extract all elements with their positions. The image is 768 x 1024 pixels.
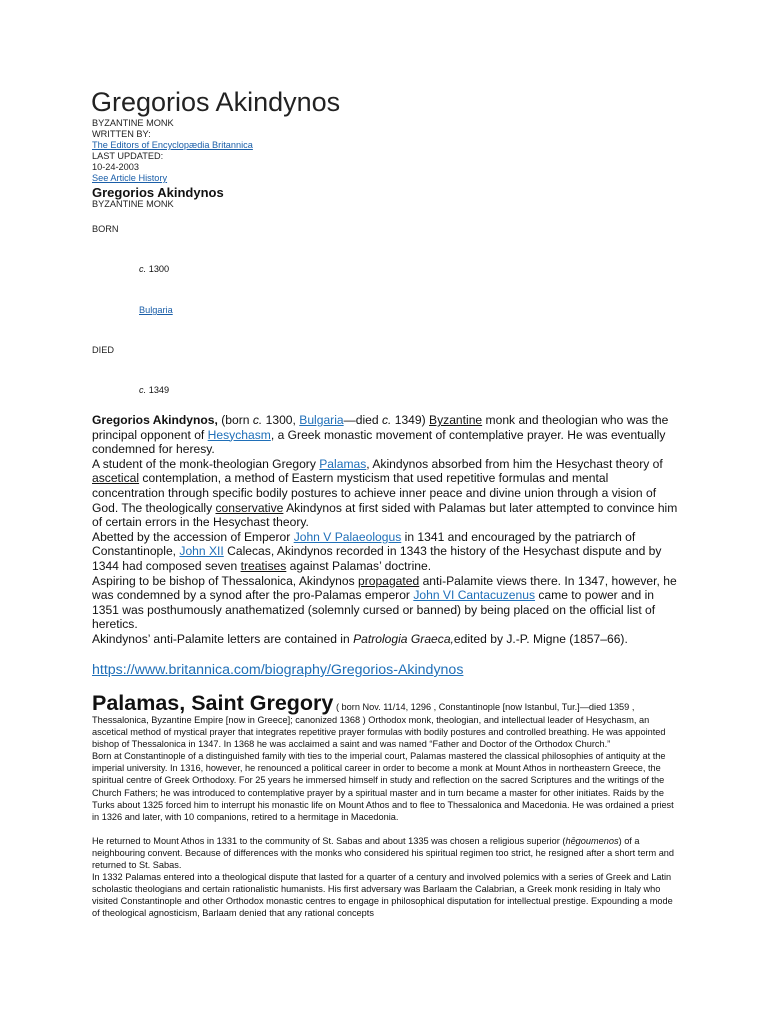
born-year: 1300 [146,264,170,274]
text-run: Aspiring to be bishop of Thessalonica, Akindynos [92,573,359,588]
text-run: ( born Nov. 11/14, 1296 , Constantinople [now Istanbul, Tur.]—died 1359 , Thessalonica, Byzantine Empire [now in Greece]; canonized 1368 ) Orthodox monk, theologian, and intellectual leader of Hesychasm, an ascetical method of mystical prayer that integrates repetitive prayer formulas with bodily postures and controlled breathing. He was appointed bishop of Thessalonica in 1347. In 1368 he was acclaimed a saint and was named “Father and Doctor of the Orthodox Church.” [92,702,666,750]
infobox-heading: Gregorios Akindynos [92,185,224,200]
text-run: contemplation, a method of Eastern mysticism that used repetitive formulas and mental concentration through specific bodily postures to achieve inner peace and divine union through a vision of God. The theologically [92,471,657,515]
john-xii-link[interactable]: John XII [179,544,224,559]
text-run: A student of the monk-theologian Gregory [92,456,320,471]
john-vi-link[interactable]: John VI Cantacuzenus [413,588,536,603]
article-paragraph-abetted [92,530,682,574]
title-subtitle: BYZANTINE MONK [92,118,174,128]
authors-link[interactable]: The Editors of Encyclopædia Britannica [92,140,253,150]
john-v-link[interactable]: John V Palaeologus [293,529,402,544]
palamas-heading: Palamas, Saint Gregory [92,691,334,715]
text-run: Abetted by the accession of Emperor [92,529,294,544]
infobox-subheading: BYZANTINE MONK [92,199,174,209]
palamas-link[interactable]: Palamas [319,456,367,471]
text-run: came to power and in 1351 was posthumously anathematized (solemnly cursed or banned) by being placed on the official list of heretics. [92,588,656,632]
article-paragraph-letters [92,632,682,647]
text-run: edited by J.-P. Migne (1857–66). [453,631,628,646]
text-run: monk and theologian who was the principal opponent of [92,413,669,442]
palamas-paragraph-dispute: In 1332 Palamas entered into a theological dispute that lasted for a quarter of a century and involved polemics with a series of Greek and Latin scholastic theologians and certain rationalistic humanists. His first adversary was Barlaam the Calabrian, a Greek monk residing in Italy who visited Constantinople and other Orthodox monastic centres to engage in philosophical disputation for intellectual prestige. Expounding a mode of theological agnosticism, Barlaam denied that any rational concepts [92,872,673,919]
text-run: Akindynos’ anti-Palamite letters are contained in [92,631,354,646]
last-updated-label: LAST UPDATED: [92,151,164,161]
born-date [139,264,169,275]
article-paragraph-aspiring [92,574,682,632]
publication-title: Patrologia Graeca, [353,631,454,646]
text-run: 1349) [391,413,430,427]
text-run: 1300, [262,413,300,427]
hegoumenos-term: hēgoumenos [565,835,619,846]
text-run: (born [217,413,253,427]
bulgaria-link[interactable]: Bulgaria [299,413,344,427]
treatises-term[interactable]: treatises [240,558,287,573]
died-year: 1349 [146,385,170,395]
born-label: BORN [92,224,119,234]
died-date [139,385,169,396]
text-run: , a Greek monastic movement of contemplative prayer. He was eventually condemned for heresy. [92,427,666,457]
article-paragraph-intro [92,413,682,457]
text-run: against Palamas’ doctrine. [286,558,432,573]
last-updated-value: 10-24-2003 [92,162,139,172]
palamas-section [92,692,682,920]
circa-mark: c. [139,385,147,395]
text-run: in 1341 and encouraged by the patriarch of Constantinople, [92,529,636,559]
hesychasm-link[interactable]: Hesychasm [207,427,271,442]
circa-mark: c. [252,413,263,427]
source-url-link[interactable]: https://www.britannica.com/biography/Gregorios-Akindynos [92,662,464,678]
palamas-paragraph-born: Born at Constantinople of a distinguished family with ties to the imperial court, Palamas mastered the classical philosophies of antiquity at the imperial university. In 1316, however, he renounced a political career in order to become a monk at Mount Athos in northeastern Greece, the spiritual centre of Greek Orthodoxy. For 25 years he immersed himself in study and reflection on the sacred Scriptures and the writings of the Church Fathers; he was introduced to contemplative prayer by a spiritual master and in turn became a master for other initiates. Raids by the Turks about 1325 forced him to interrupt his monastic life on Mount Athos and to flee to Thessalonica and Macedonia. He was ordained a priest in 1326 and later, with 10 companions, retired to a hermitage in Macedonia. [92,751,674,822]
circa-mark: c. [139,264,147,274]
propagated-term[interactable]: propagated [358,573,420,588]
article-paragraph-student [92,457,682,530]
text-run: He returned to Mount Athos in 1331 to the community of St. Sabas and about 1335 was chosen a religious superior ( [92,835,566,846]
page-title: Gregorios Akindynos [91,87,341,117]
text-run: , Akindynos absorbed from him the Hesychast theory of [366,456,663,471]
text-run: Akindynos at first sided with Palamas but later attempted to convince him of certain errors in the Hesychast theory. [92,500,678,530]
born-place-link[interactable]: Bulgaria [139,305,173,315]
text-run: ) of a neighbouring convent. Because of differences with the monks who considered his spiritual regimen too strict, he resigned after a short term and returned to St. Sabas. [92,835,675,871]
article-subject-name: Gregorios Akindynos, [92,413,218,427]
died-label: DIED [92,345,114,355]
article-body [92,413,682,647]
text-run: anti-Palamite views there. In 1347, however, he was condemned by a synod after the pro-Palamas emperor [92,573,677,603]
text-run: Calecas, Akindynos recorded in 1343 the history of the Hesychast dispute and by 1344 had composed seven [92,544,662,573]
conservative-term[interactable]: conservative [215,500,284,515]
ascetical-term[interactable]: ascetical [92,471,140,486]
palamas-paragraph-returned [92,835,682,871]
written-by-label: WRITTEN BY: [92,129,151,139]
byzantine-term[interactable]: Byzantine [429,413,483,427]
text-run: —died [343,413,382,427]
article-history-link[interactable]: See Article History [92,173,168,183]
circa-mark: c. [381,413,392,427]
palamas-intro [92,692,682,750]
